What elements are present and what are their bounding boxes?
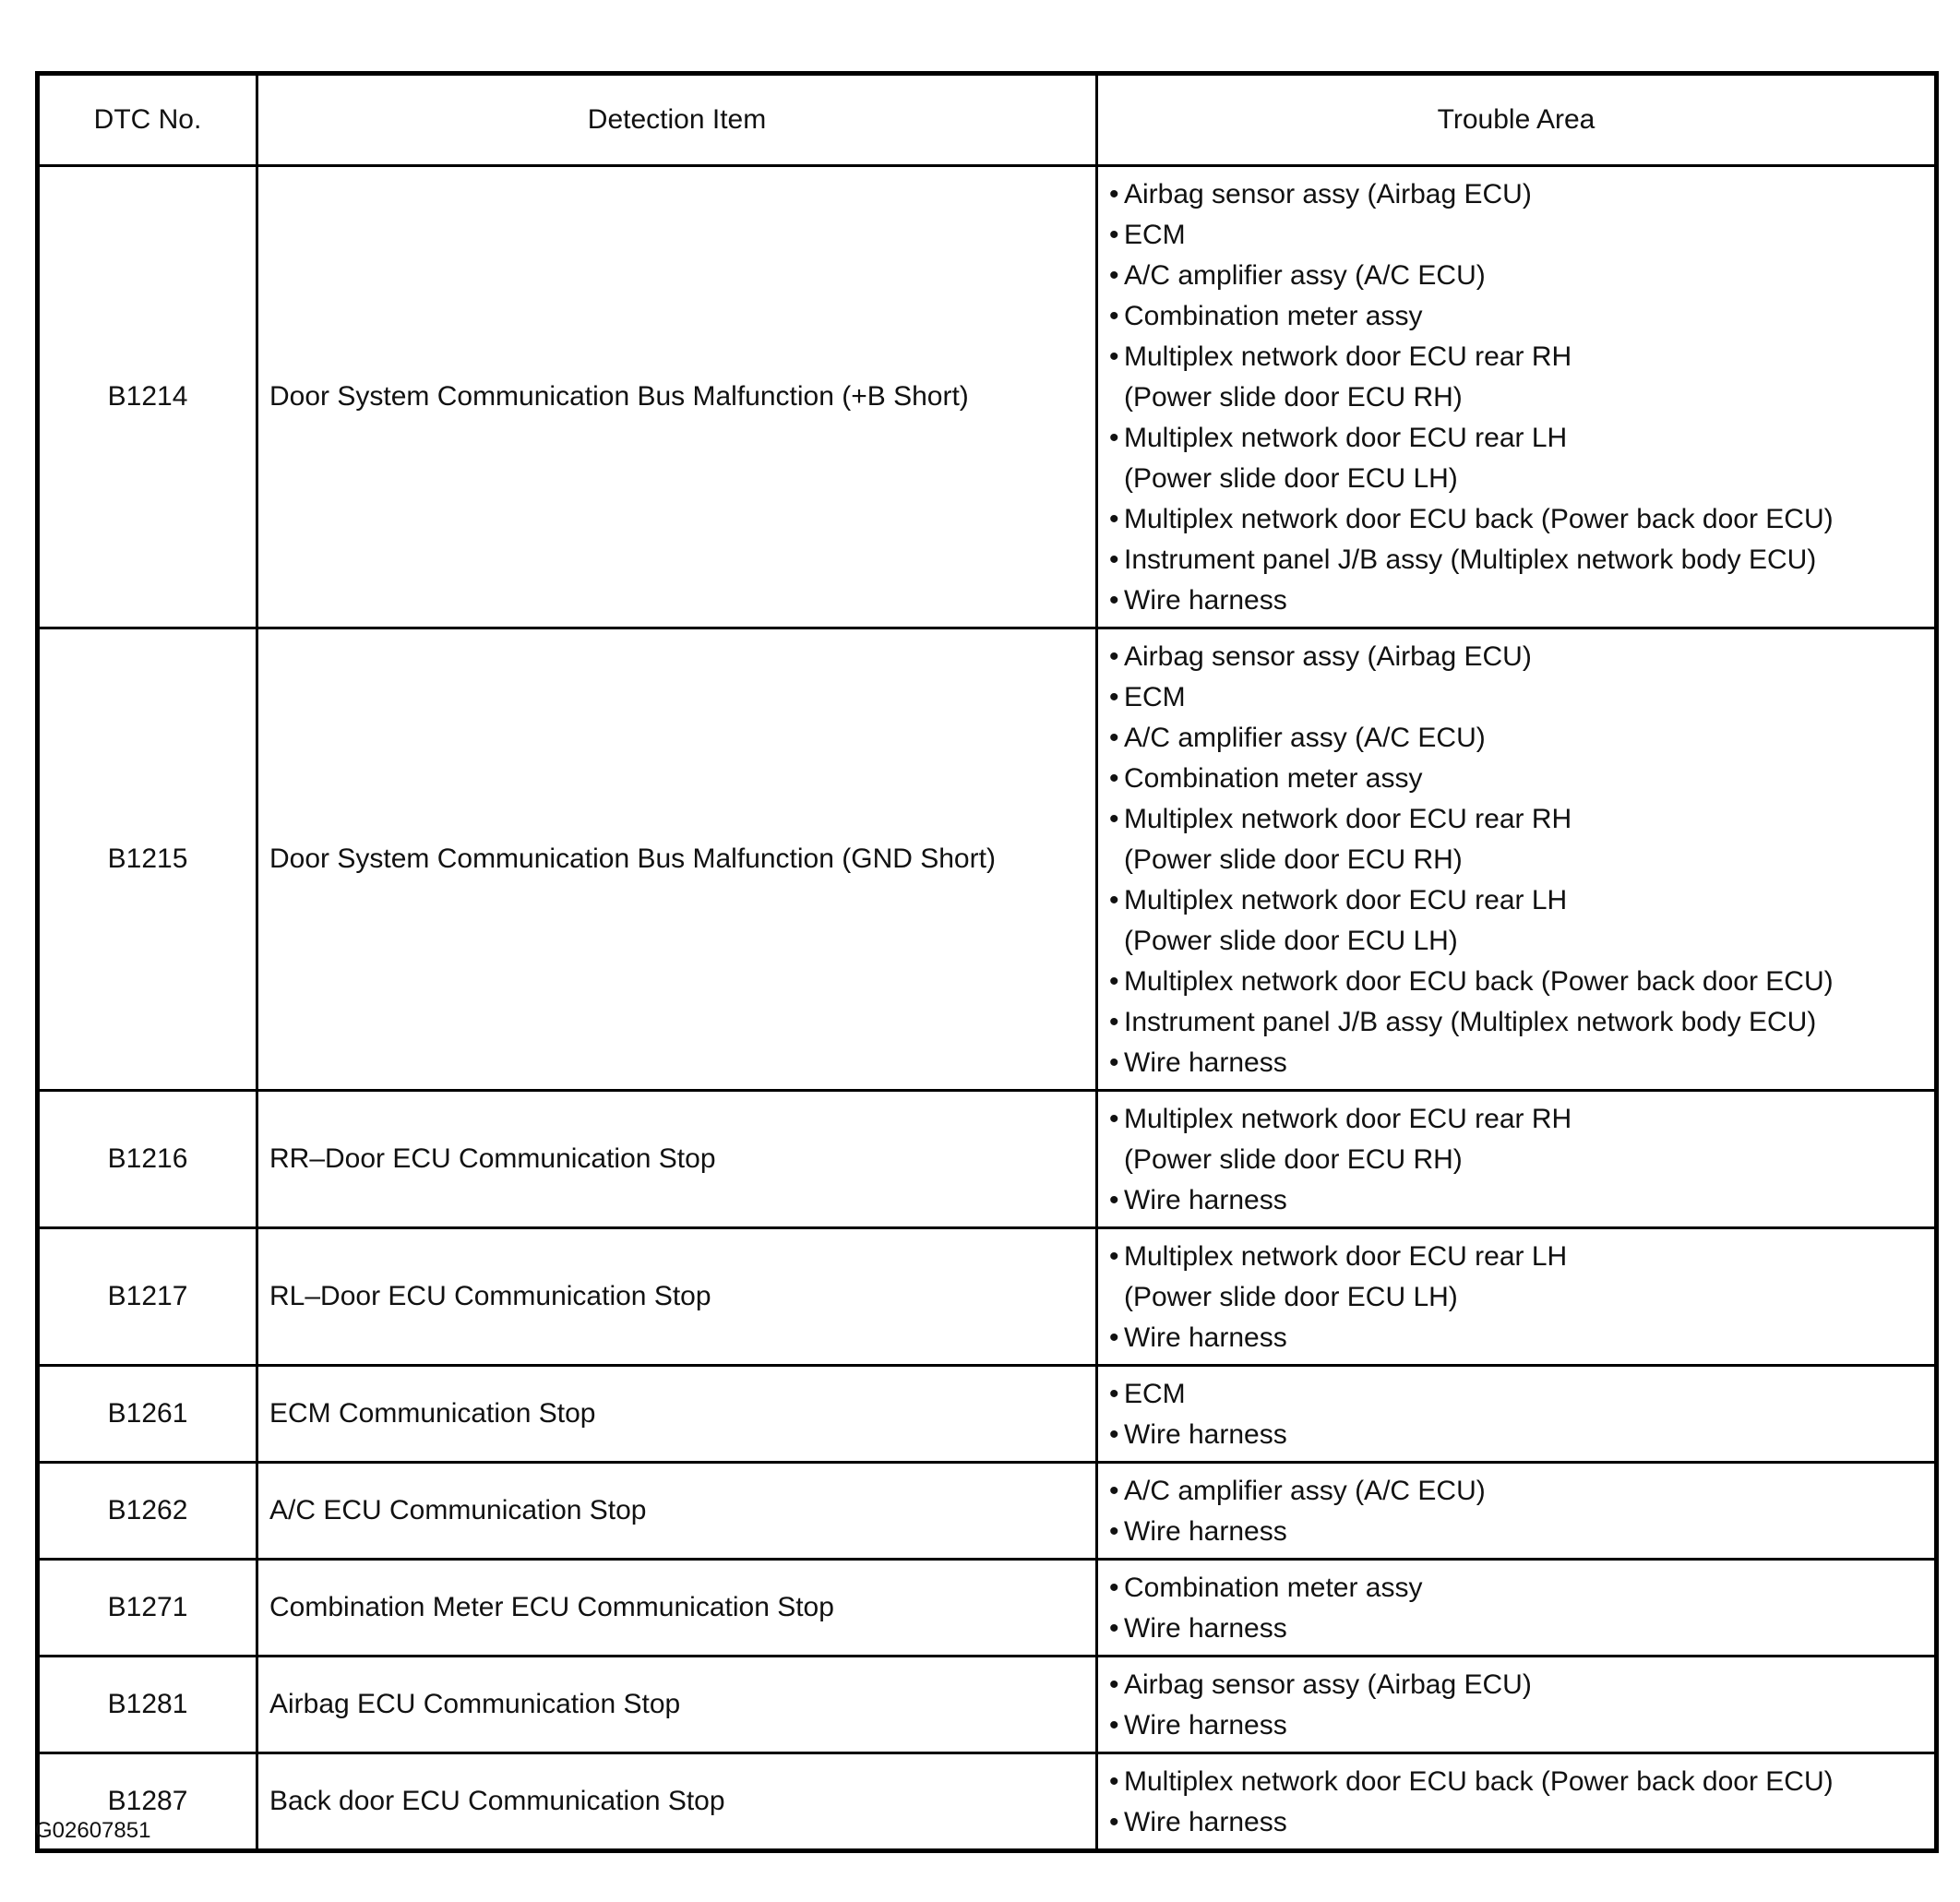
trouble-area-text: Wire harness bbox=[1124, 1419, 1287, 1450]
trouble-area-text: Wire harness bbox=[1124, 1322, 1287, 1353]
detection-item: Combination Meter ECU Communication Stop bbox=[257, 1560, 1097, 1657]
bullet-icon: • bbox=[1109, 423, 1119, 453]
trouble-area-item bbox=[1109, 418, 1934, 459]
dtc-code: B1217 bbox=[38, 1228, 257, 1366]
bullet-icon: • bbox=[1109, 1104, 1119, 1134]
trouble-area-item bbox=[1109, 718, 1934, 759]
trouble-area-text: Instrument panel J/B assy (Multiplex network body ECU) bbox=[1124, 1007, 1817, 1037]
dtc-code: B1216 bbox=[38, 1091, 257, 1228]
bullet-icon: • bbox=[1109, 1419, 1119, 1450]
table-header-row bbox=[38, 74, 1937, 166]
trouble-area-text: Combination meter assy bbox=[1124, 301, 1423, 331]
trouble-area-item-continuation bbox=[1109, 459, 1934, 499]
trouble-area-text: (Power slide door ECU LH) bbox=[1124, 926, 1458, 956]
trouble-area-item bbox=[1109, 759, 1934, 799]
table-row bbox=[38, 1463, 1937, 1560]
bullet-icon: • bbox=[1109, 1185, 1119, 1215]
trouble-area-text: Multiplex network door ECU rear LH bbox=[1124, 885, 1568, 915]
bullet-icon: • bbox=[1109, 585, 1119, 616]
trouble-area-text: Wire harness bbox=[1124, 585, 1287, 616]
bullet-icon: • bbox=[1109, 301, 1119, 331]
table-row bbox=[38, 1091, 1937, 1228]
trouble-area-text: Multiplex network door ECU back (Power back door ECU) bbox=[1124, 1766, 1834, 1797]
trouble-area-text: Airbag sensor assy (Airbag ECU) bbox=[1124, 641, 1532, 672]
trouble-area-item bbox=[1109, 1705, 1934, 1746]
bullet-icon: • bbox=[1109, 1241, 1119, 1272]
bullet-icon: • bbox=[1109, 1766, 1119, 1797]
bullet-icon: • bbox=[1109, 1516, 1119, 1547]
trouble-area-text: Wire harness bbox=[1124, 1807, 1287, 1837]
detection-item: ECM Communication Stop bbox=[257, 1366, 1097, 1463]
bullet-icon: • bbox=[1109, 763, 1119, 794]
detection-item: RL–Door ECU Communication Stop bbox=[257, 1228, 1097, 1366]
table-row bbox=[38, 1753, 1937, 1851]
trouble-area-item bbox=[1109, 296, 1934, 337]
table-row bbox=[38, 628, 1937, 1091]
table-row bbox=[38, 1228, 1937, 1366]
trouble-area-text: Wire harness bbox=[1124, 1613, 1287, 1644]
bullet-icon: • bbox=[1109, 966, 1119, 997]
trouble-area-text: A/C amplifier assy (A/C ECU) bbox=[1124, 260, 1486, 291]
trouble-area-item bbox=[1109, 540, 1934, 580]
trouble-area-item bbox=[1109, 1802, 1934, 1843]
trouble-area-item bbox=[1109, 1099, 1934, 1140]
bullet-icon: • bbox=[1109, 1007, 1119, 1037]
trouble-area-item bbox=[1109, 1415, 1934, 1455]
trouble-area-item bbox=[1109, 1762, 1934, 1802]
dtc-table bbox=[35, 71, 1939, 1853]
trouble-area bbox=[1097, 1228, 1937, 1366]
trouble-area-text: (Power slide door ECU RH) bbox=[1124, 844, 1463, 875]
trouble-area-item bbox=[1109, 1568, 1934, 1609]
bullet-icon: • bbox=[1109, 341, 1119, 372]
trouble-area-item bbox=[1109, 1002, 1934, 1043]
bullet-icon: • bbox=[1109, 1379, 1119, 1409]
trouble-area-text: Multiplex network door ECU back (Power back door ECU) bbox=[1124, 504, 1834, 534]
dtc-code: B1215 bbox=[38, 628, 257, 1091]
trouble-area-text: Wire harness bbox=[1124, 1185, 1287, 1215]
trouble-area-text: ECM bbox=[1124, 220, 1186, 250]
trouble-area-item bbox=[1109, 677, 1934, 718]
trouble-area-item bbox=[1109, 1318, 1934, 1358]
bullet-icon: • bbox=[1109, 723, 1119, 753]
detection-item: Back door ECU Communication Stop bbox=[257, 1753, 1097, 1851]
trouble-area-text: Combination meter assy bbox=[1124, 763, 1423, 794]
bullet-icon: • bbox=[1109, 1322, 1119, 1353]
trouble-area-text: (Power slide door ECU LH) bbox=[1124, 463, 1458, 494]
bullet-icon: • bbox=[1109, 544, 1119, 575]
trouble-area-item bbox=[1109, 337, 1934, 377]
trouble-area-item-continuation bbox=[1109, 1140, 1934, 1180]
detection-item: Door System Communication Bus Malfunction (+B Short) bbox=[257, 166, 1097, 628]
detection-item: Door System Communication Bus Malfunction (GND Short) bbox=[257, 628, 1097, 1091]
trouble-area-item bbox=[1109, 256, 1934, 296]
table-row bbox=[38, 1366, 1937, 1463]
trouble-area-item bbox=[1109, 962, 1934, 1002]
trouble-area-text: Multiplex network door ECU back (Power back door ECU) bbox=[1124, 966, 1834, 997]
trouble-area-item bbox=[1109, 1374, 1934, 1415]
trouble-area-item-continuation bbox=[1109, 921, 1934, 962]
trouble-area-text: Airbag sensor assy (Airbag ECU) bbox=[1124, 179, 1532, 209]
trouble-area-text: Combination meter assy bbox=[1124, 1573, 1423, 1603]
trouble-area-item bbox=[1109, 1471, 1934, 1512]
trouble-area-text: (Power slide door ECU RH) bbox=[1124, 1144, 1463, 1175]
trouble-area-item bbox=[1109, 1665, 1934, 1705]
detection-item: Airbag ECU Communication Stop bbox=[257, 1657, 1097, 1753]
detection-item: A/C ECU Communication Stop bbox=[257, 1463, 1097, 1560]
dtc-code: B1261 bbox=[38, 1366, 257, 1463]
bullet-icon: • bbox=[1109, 1710, 1119, 1741]
trouble-area-item bbox=[1109, 215, 1934, 256]
bullet-icon: • bbox=[1109, 1573, 1119, 1603]
trouble-area-text: (Power slide door ECU RH) bbox=[1124, 382, 1463, 413]
trouble-area-text: Multiplex network door ECU rear LH bbox=[1124, 1241, 1568, 1272]
trouble-area-item bbox=[1109, 1180, 1934, 1221]
trouble-area-item bbox=[1109, 580, 1934, 621]
trouble-area-item-continuation bbox=[1109, 1277, 1934, 1318]
trouble-area-item bbox=[1109, 880, 1934, 921]
detection-item: RR–Door ECU Communication Stop bbox=[257, 1091, 1097, 1228]
dtc-code: B1287 bbox=[38, 1753, 257, 1851]
bullet-icon: • bbox=[1109, 179, 1119, 209]
header-dtc-no: DTC No. bbox=[38, 74, 257, 166]
dtc-code: B1281 bbox=[38, 1657, 257, 1753]
trouble-area-text: Wire harness bbox=[1124, 1516, 1287, 1547]
table-row bbox=[38, 1560, 1937, 1657]
trouble-area-item-continuation bbox=[1109, 840, 1934, 880]
dtc-code: B1271 bbox=[38, 1560, 257, 1657]
trouble-area-text: Instrument panel J/B assy (Multiplex network body ECU) bbox=[1124, 544, 1817, 575]
header-trouble-area: Trouble Area bbox=[1097, 74, 1937, 166]
trouble-area-text: Airbag sensor assy (Airbag ECU) bbox=[1124, 1669, 1532, 1700]
trouble-area-text: A/C amplifier assy (A/C ECU) bbox=[1124, 723, 1486, 753]
trouble-area-item bbox=[1109, 174, 1934, 215]
trouble-area-item bbox=[1109, 1609, 1934, 1649]
trouble-area bbox=[1097, 1366, 1937, 1463]
trouble-area-text: ECM bbox=[1124, 1379, 1186, 1409]
trouble-area-text: (Power slide door ECU LH) bbox=[1124, 1282, 1458, 1312]
bullet-icon: • bbox=[1109, 885, 1119, 915]
trouble-area-item bbox=[1109, 637, 1934, 677]
trouble-area-text: Multiplex network door ECU rear RH bbox=[1124, 341, 1572, 372]
dtc-code: B1262 bbox=[38, 1463, 257, 1560]
dtc-code: B1214 bbox=[38, 166, 257, 628]
bullet-icon: • bbox=[1109, 220, 1119, 250]
bullet-icon: • bbox=[1109, 504, 1119, 534]
trouble-area-item bbox=[1109, 799, 1934, 840]
bullet-icon: • bbox=[1109, 1613, 1119, 1644]
trouble-area-text: Wire harness bbox=[1124, 1047, 1287, 1078]
table-row bbox=[38, 1657, 1937, 1753]
table-body bbox=[38, 166, 1937, 1851]
trouble-area bbox=[1097, 166, 1937, 628]
bullet-icon: • bbox=[1109, 682, 1119, 712]
trouble-area-item-continuation bbox=[1109, 377, 1934, 418]
trouble-area-item bbox=[1109, 499, 1934, 540]
header-detection-item: Detection Item bbox=[257, 74, 1097, 166]
bullet-icon: • bbox=[1109, 1669, 1119, 1700]
table-row bbox=[38, 166, 1937, 628]
trouble-area-text: Multiplex network door ECU rear LH bbox=[1124, 423, 1568, 453]
trouble-area bbox=[1097, 1753, 1937, 1851]
trouble-area bbox=[1097, 1463, 1937, 1560]
trouble-area-text: Multiplex network door ECU rear RH bbox=[1124, 804, 1572, 834]
trouble-area bbox=[1097, 628, 1937, 1091]
trouble-area-item bbox=[1109, 1512, 1934, 1552]
bullet-icon: • bbox=[1109, 804, 1119, 834]
trouble-area-text: A/C amplifier assy (A/C ECU) bbox=[1124, 1476, 1486, 1506]
trouble-area bbox=[1097, 1091, 1937, 1228]
trouble-area bbox=[1097, 1657, 1937, 1753]
bullet-icon: • bbox=[1109, 1807, 1119, 1837]
trouble-area bbox=[1097, 1560, 1937, 1657]
figure-id: G02607851 bbox=[35, 1818, 151, 1843]
bullet-icon: • bbox=[1109, 641, 1119, 672]
trouble-area-text: Multiplex network door ECU rear RH bbox=[1124, 1104, 1572, 1134]
trouble-area-item bbox=[1109, 1043, 1934, 1083]
bullet-icon: • bbox=[1109, 260, 1119, 291]
trouble-area-item bbox=[1109, 1237, 1934, 1277]
bullet-icon: • bbox=[1109, 1047, 1119, 1078]
trouble-area-text: ECM bbox=[1124, 682, 1186, 712]
bullet-icon: • bbox=[1109, 1476, 1119, 1506]
trouble-area-text: Wire harness bbox=[1124, 1710, 1287, 1741]
